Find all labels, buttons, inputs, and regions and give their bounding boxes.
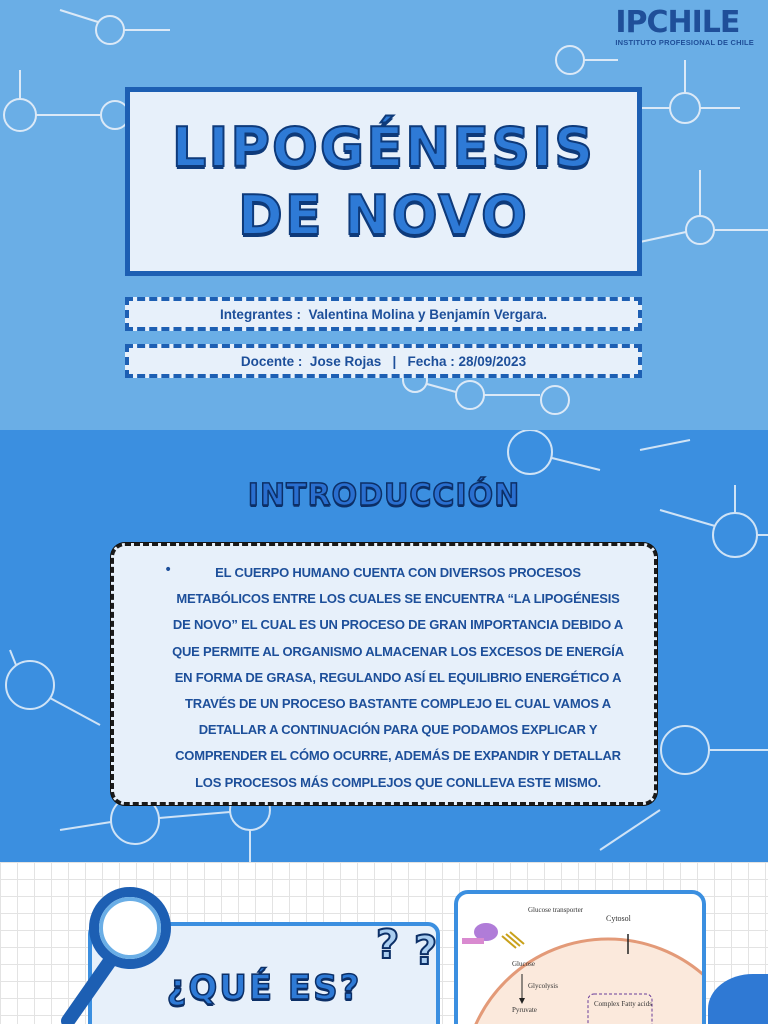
what-is-title: ¿QUÉ ES?	[166, 968, 362, 1008]
integrantes-text: Integrantes : Valentina Molina y Benjamín Vergara.	[219, 306, 548, 322]
diagram-label-glucose-transporter: Glucose transporter	[528, 906, 584, 914]
introduction-text: EL CUERPO HUMANO CUENTA CON DIVERSOS PROCESOS METABÓLICOS ENTRE LOS CUALES SE ENCUENTRA “LA LIPOGÉNESIS DE NOVO” EL CUAL ES UN PROCESO DE GRAN IMPORTANCIA DEBIDO A QUE PERMITE AL ORGANISMO ALMACENAR LOS EXCESOS DE ENERGÍA EN FORMA DE GRASA, REGULANDO ASÍ EL EQUILIBRIO ENERGÉTICO A TRAVÉS DE UN PROCESO BASTANTE COMPLEJO EL CUAL VAMOS A DETALLAR A CONTINUACIÓN PARA QUE PODAMOS EXPLICAR Y COMPRENDER EL CÓMO OCURRE, ADEMÁS DE EXPANDIR Y DETALLAR LOS PROCESOS MÁS COMPLEJOS QUE CONLLEVA ESTE MISMO.	[172, 565, 624, 790]
docente-text: Docente : Jose Rojas | Fecha : 28/09/2023	[240, 353, 527, 369]
diagram-label-glucose: Glucose	[512, 960, 535, 968]
logo-subtitle: INSTITUTO PROFESIONAL DE CHILE	[615, 38, 754, 47]
diagram-label-cytosol: Cytosol	[606, 914, 631, 923]
introduction-title: INTRODUCCIÓN	[247, 478, 521, 513]
svg-text:?: ?	[414, 928, 438, 974]
integrantes-box	[125, 297, 642, 331]
main-title-line-2: DE NOVO	[238, 183, 529, 247]
main-title-line-1: LIPOGÉNESIS	[171, 115, 596, 179]
docente-box	[125, 344, 642, 378]
bullet-icon: •	[164, 562, 173, 578]
diagram-label-glycolysis: Glycolysis	[528, 982, 558, 990]
corner-decoration	[708, 974, 768, 1024]
logo-name: IPCHILE	[615, 5, 740, 40]
what-is-slide	[0, 862, 768, 1024]
introduction-list	[144, 560, 624, 796]
title-box	[125, 87, 642, 276]
introduction-box	[111, 543, 657, 805]
svg-text:?: ?	[376, 922, 400, 968]
title-slide	[0, 0, 768, 430]
lipogenesis-diagram	[454, 890, 706, 1024]
diagram-label-pyruvate: Pyruvate	[512, 1006, 537, 1014]
ipchile-logo	[615, 6, 754, 47]
magnifier-icon	[60, 886, 180, 1024]
introduction-slide	[0, 430, 768, 862]
diagram-label-complex-fatty-acids: Complex Fatty acids	[594, 1000, 652, 1008]
